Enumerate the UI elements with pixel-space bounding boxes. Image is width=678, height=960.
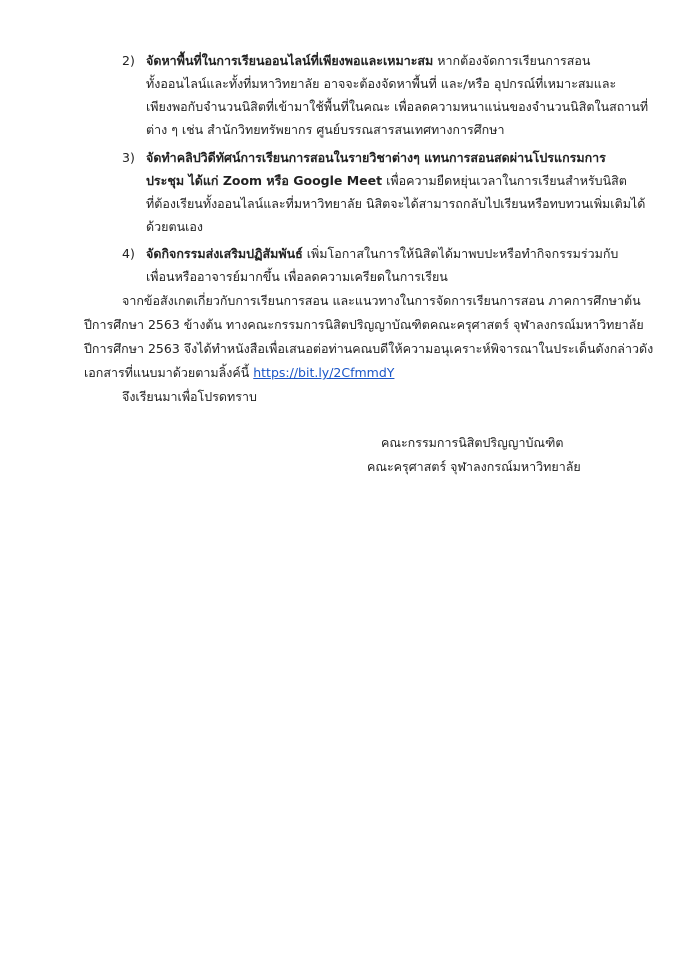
- signature-line-1: คณะกรรมการนิสิตปริญญาบัณฑิต: [381, 435, 564, 450]
- list-item-line: เพียงพอกับจำนวนนิสิตที่เข้ามาใช้พื้นที่ในคณะ เพื่อลดความหนาแน่นของจำนวนนิสิตในสถานที่: [146, 99, 649, 114]
- list-item-line: เพื่อนหรืออาจารย์มากขึ้น เพื่อลดความเครียดในการเรียน: [146, 269, 448, 284]
- list-item-2: [122, 50, 649, 142]
- list-item-4: [122, 243, 619, 289]
- list-item-3: [122, 147, 646, 239]
- list-item-line: ต่าง ๆ เช่น สำนักวิทยทรัพยากร ศูนย์บรรณสารสนเทศทางการศึกษา: [146, 122, 505, 137]
- paragraph-line: จากข้อสังเกตเกี่ยวกับการเรียนการสอน และแนวทางในการจัดการเรียนการสอน ภาคการศึกษาต้น: [122, 293, 641, 308]
- list-item-line: [146, 170, 627, 192]
- paragraph-line: ปีการศึกษา 2563 ข้างต้น ทางคณะกรรมการนิสิตปริญญาบัณฑิตคณะครุศาสตร์ จุฬาลงกรณ์มหาวิทยาลัย: [84, 317, 644, 332]
- list-item-line: ที่ต้องเรียนทั้งออนไลน์และที่มหาวิทยาลัย นิสิตจะได้สามารถกลับไปเรียนหรือทบทวนเพิ่มเติมได้: [146, 196, 646, 211]
- list-item-line: [146, 50, 590, 72]
- list-item-title: จัดทำคลิปวิดีทัศน์การเรียนการสอนในรายวิชาต่างๆ แทนการสอนสดผ่านโปรแกรมการ: [146, 150, 606, 165]
- paragraph-line: ปีการศึกษา 2563 จึงได้ทำหนังสือเพื่อเสนอต่อท่านคณบดีให้ความอนุเคราะห์พิจารณาในประเด็นดังกล่าวดัง: [84, 341, 654, 356]
- list-item-text: เพื่อความยืดหยุ่นเวลาในการเรียนสำหรับนิสิต: [382, 173, 627, 188]
- list-item-number: 3): [122, 150, 135, 165]
- list-item-title: จัดหาพื้นที่ในการเรียนออนไลน์ที่เพียงพอและเหมาะสม: [146, 53, 434, 68]
- paragraph-line: [84, 362, 394, 384]
- list-item-line: ทั้งออนไลน์และทั้งที่มหาวิทยาลัย อาจจะต้องจัดหาพื้นที่ และ/หรือ อุปกรณ์ที่เหมาะสมและ: [146, 76, 617, 91]
- list-item-title: จัดกิจกรรมส่งเสริมปฏิสัมพันธ์: [146, 246, 303, 261]
- list-item-text: หากต้องจัดการเรียนการสอน: [433, 53, 591, 68]
- list-item-number: 2): [122, 53, 135, 68]
- list-item-number: 4): [122, 246, 135, 261]
- closing-text: จึงเรียนมาเพื่อโปรดทราบ: [122, 389, 257, 404]
- list-item-line: [146, 243, 618, 265]
- list-item-title-cont: ประชุม ได้แก่ Zoom หรือ Google Meet: [146, 173, 383, 188]
- paragraph-text: เอกสารที่แนบมาด้วยตามลิ้งค์นี้: [84, 365, 254, 380]
- list-item-text: เพิ่มโอกาสในการให้นิสิตได้มาพบปะหรือทำกิจกรรมร่วมกับ: [302, 246, 619, 261]
- document-link[interactable]: https://bit.ly/2CfmmdY: [253, 365, 395, 380]
- signature-line-2: คณะครุศาสตร์ จุฬาลงกรณ์มหาวิทยาลัย: [367, 459, 581, 474]
- list-item-line: ด้วยตนเอง: [146, 219, 204, 234]
